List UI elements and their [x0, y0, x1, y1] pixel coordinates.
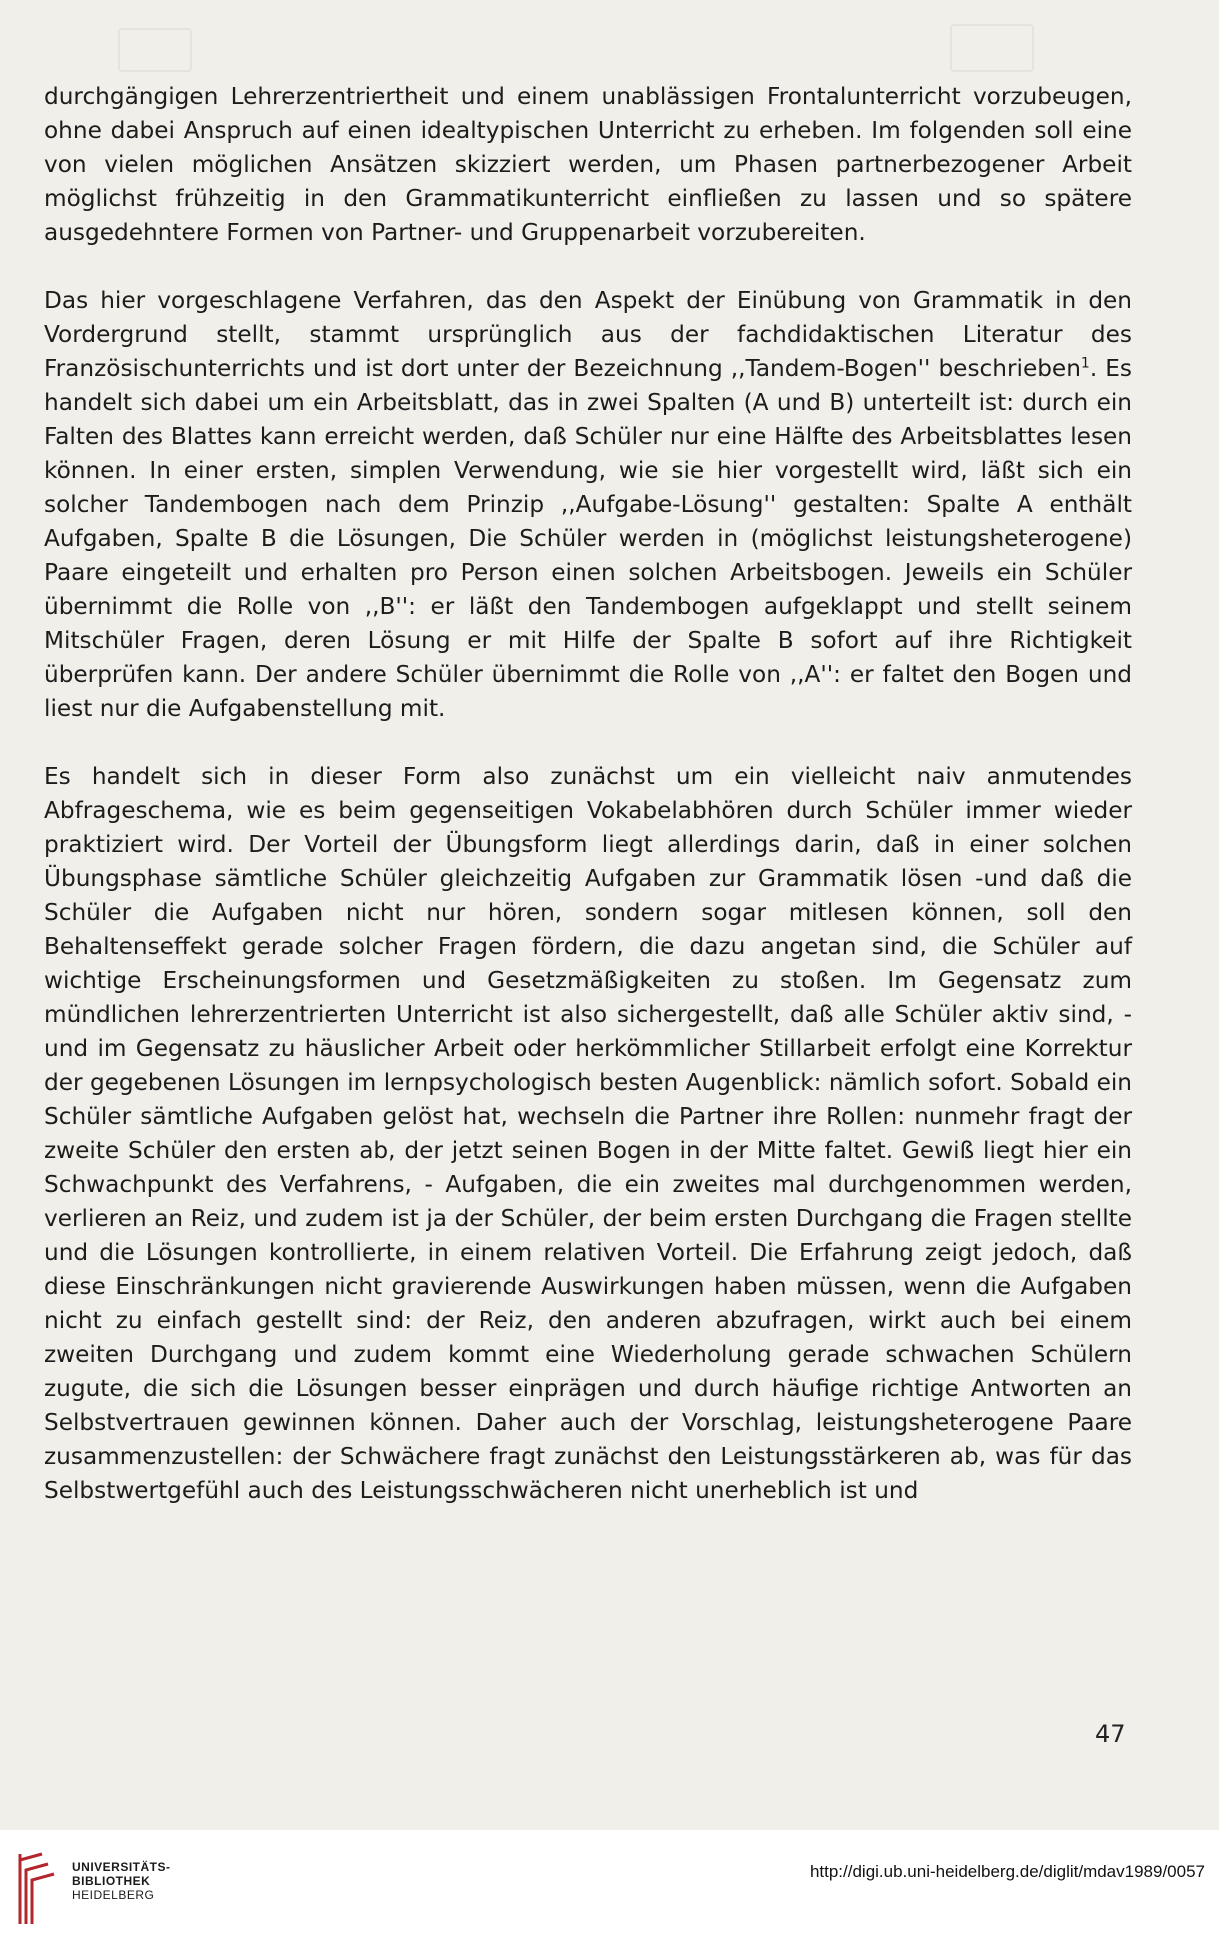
bleed-through-box-a [118, 28, 192, 72]
paragraph-2 [44, 284, 1132, 726]
bleed-through-box-b [950, 24, 1034, 72]
page-number: 47 [1095, 1720, 1126, 1748]
logo-line-3: HEIDELBERG [72, 1888, 155, 1902]
paragraph-3: Es handelt sich in dieser Form also zunächst um ein vielleicht naiv anmutendes Abfrageschema, wie es beim gegenseitigen Vokabelabhören durch Schüler immer wieder praktiziert wird. Der Vorteil der Übungsform liegt allerdings darin, daß in einer solchen Übungsphase sämtliche Schüler gleichzeitig Aufgaben zur Grammatik lösen -und daß die Schüler die Aufgaben nicht nur hören, sondern sogar mitlesen können, soll den Behaltenseffekt gerade solcher Fragen fördern, die dazu angetan sind, die Schüler auf wichtige Erscheinungsformen und Gesetzmäßigkeiten zu stoßen. Im Gegensatz zum mündlichen lehrerzentrierten Unterricht ist also sichergestellt, daß alle Schüler aktiv sind, - und im Gegensatz zu häuslicher Arbeit oder herkömmlicher Stillarbeit erfolgt eine Korrektur der gegebenen Lösungen im lernpsychologisch besten Augenblick: nämlich sofort. Sobald ein Schüler sämtliche Aufgaben gelöst hat, wechseln die Partner ihre Rollen: nunmehr fragt der zweite Schüler den ersten ab, der jetzt seinen Bogen in der Mitte faltet. Gewiß liegt hier ein Schwachpunkt des Verfahrens, - Aufgaben, die ein zweites mal durchgenommen werden, verlieren an Reiz, und zudem ist ja der Schüler, der beim ersten Durchgang die Fragen stellte und die Lösungen kontrollierte, in einem relativen Vorteil. Die Erfahrung zeigt jedoch, daß diese Einschränkungen nicht gravierende Auswirkungen haben müssen, wenn die Aufgaben nicht zu einfach gestellt sind: der Reiz, den anderen abzufragen, wirkt auch bei einem zweiten Durchgang und zudem kommt eine Wiederholung gerade schwachen Schülern zugute, die sich die Lösungen besser einprägen und durch häufige richtige Antworten an Selbstvertrauen gewinnen können. Daher auch der Vorschlag, leistungsheterogene Paare zusammenzustellen: der Schwächere fragt zunächst den Leistungsstärkeren ab, was für das Selbstwertgefühl auch des Leistungsschwächeren nicht unerheblich ist und [44, 763, 1132, 1504]
library-logo-text [72, 1860, 171, 1902]
logo-line-2: BIBLIOTHEK [72, 1874, 151, 1888]
library-logo-icon [12, 1850, 62, 1928]
paragraph-2-part-2: . Es handelt sich dabei um ein Arbeitsblatt, das in zwei Spalten (A und B) unterteilt ist: durch ein Falten des Blattes kann erreicht werden, daß Schüler nur eine Hälfte des Arbeitsblattes lesen können. In einer ersten, simplen Verwendung, wie sie hier vorgestellt wird, läßt sich ein solcher Tandembogen nach dem Prinzip ,,Aufgabe-Lösung'' gestalten: Spalte A enthält Aufgaben, Spalte B die Lösungen, Die Schüler werden in (möglichst leistungsheterogene) Paare eingeteilt und erhalten pro Person einen solchen Arbeitsbogen. Jeweils ein Schüler übernimmt die Rolle von ,,B'': er läßt den Tandembogen aufgeklappt und stellt seinem Mitschüler Fragen, deren Lösung er mit Hilfe der Spalte B sofort auf ihre Richtigkeit überprüfen kann. Der andere Schüler übernimmt die Rolle von ,,A'': er faltet den Bogen und liest nur die Aufgabenstellung mit. [44, 355, 1132, 722]
logo-line-1: UNIVERSITÄTS- [72, 1860, 171, 1874]
digitization-footer [0, 1830, 1219, 1940]
footnote-reference[interactable]: 1 [1080, 355, 1090, 372]
paragraph-1: durchgängigen Lehrerzentriertheit und einem unablässigen Frontalunterricht vorzubeugen, ohne dabei Anspruch auf einen idealtypischen Unterricht zu erheben. Im folgenden soll eine von vielen möglichen Ansätzen skizziert werden, um Phasen partnerbezogener Arbeit möglichst frühzeitig in den Grammatikunterricht einfließen zu lassen und so spätere ausgedehntere Formen von Partner- und Gruppenarbeit vorzubereiten. [44, 83, 1132, 246]
body-text [44, 80, 1132, 1542]
paragraph-2-part-1: Das hier vorgeschlagene Verfahren, das den Aspekt der Einübung von Grammatik in den Vordergrund stellt, stammt ursprünglich aus der fachdidaktischen Literatur des Französischunterrichts und ist dort unter der Bezeichnung ,,Tandem-Bogen'' beschrieben [44, 287, 1132, 382]
source-url-link[interactable]: http://digi.ub.uni-heidelberg.de/diglit/mdav1989/0057 [809, 1862, 1205, 1881]
